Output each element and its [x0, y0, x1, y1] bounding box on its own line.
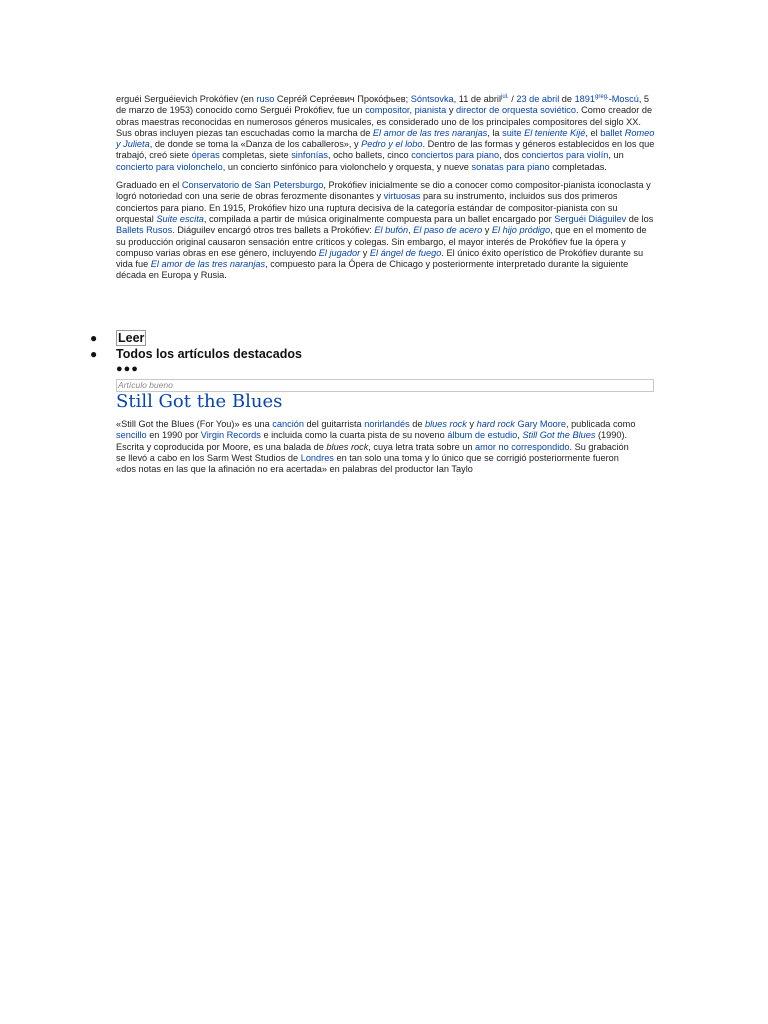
read-button[interactable]: Leer [118, 331, 145, 345]
link-sinfonias[interactable]: sinfonías [291, 150, 328, 161]
link-gregorian-note[interactable]: greg. [595, 93, 609, 100]
good-article-badge: Artículo bueno [116, 379, 654, 392]
featured-links-list [88, 330, 302, 362]
bullet-icon: ● [90, 331, 98, 345]
link-amor-tres-naranjas-2[interactable]: El amor de las tres naranjas [150, 259, 266, 270]
link-director-orquesta[interactable]: director de orquesta [455, 105, 538, 116]
link-amor-tres-naranjas[interactable]: El amor de las tres naranjas [372, 127, 488, 138]
link-cancion[interactable]: canción [272, 419, 304, 429]
link-hard-rock[interactable]: hard rock [476, 419, 515, 429]
link-amor-no-correspondido[interactable]: amor no correspondido [475, 441, 570, 452]
link-sencillo[interactable]: sencillo [116, 430, 147, 441]
link-suite-escita[interactable]: Suite escita [156, 213, 204, 224]
link-sovietico[interactable]: soviético [540, 105, 577, 116]
link-sontsovka[interactable]: Sóntsovka [410, 94, 454, 104]
link-moscu[interactable]: Moscú [611, 94, 639, 104]
link-londres[interactable]: Londres [300, 452, 334, 463]
article-body [116, 94, 656, 282]
link-angel-fuego[interactable]: El ángel de fuego [369, 247, 442, 258]
link-sonatas-piano[interactable]: sonatas para piano [471, 161, 550, 172]
link-operas[interactable]: óperas [191, 150, 220, 161]
bullet-icon: ● [90, 347, 98, 361]
list-item-destacados [88, 346, 302, 362]
summary-paragraph: «Still Got the Blues (For You)» es una canción del guitarrista norirlandés de blues rock y hard rock Gary Moore, publicada como sencillo en 1990 por Virgin Records e incluida como la cuarta pista de su noveno álbum de estudio, Still Got the Blues (1990). Escrita y coproducida por Moore, es una balada de blues rock, cuya letra trata sobre un amor no correspondido. Su grabación se llevó a cabo en los Sarm West Studios de Londres en tan solo una toma y lo único que se corrigió posteriormente fueron «dos notas en las que la afinación no era acertada» en palabras del productor Ian Taylo [116, 419, 636, 475]
featured-article-title[interactable]: Still Got the Blues [116, 391, 283, 412]
link-norirlandes[interactable]: norirlandés [364, 419, 410, 429]
link-conciertos-piano[interactable]: conciertos para piano [411, 150, 500, 161]
link-virtuosas[interactable]: virtuosas [383, 191, 421, 202]
link-pedro-lobo[interactable]: Pedro y el lobo [361, 139, 423, 150]
link-diaguilev[interactable]: Serguéi Diáguilev [554, 213, 627, 224]
second-paragraph: Graduado en el Conservatorio de San Petersburgo, Prokófiev inicialmente se dio a conocer como compositor-pianista iconoclasta y logró notoriedad con una serie de obras ferozmente disonantes y virtuosas para su instrumento, incluidos sus dos primeros conciertos para piano. En 1915, Prokófiev hizo una ruptura decisiva de la categoría estándar de compositor-pianista con su orquestal Suite escita, compilada a partir de música originalmente compuesta para un ballet encargado por Serguéi Diáguilev de los Ballets Rusos. Diáguilev encargó otros tres ballets a Prokófiev: El bufón, El paso de acero y El hijo pródigo, que en el momento de su producción original causaron sensación entre críticos y colegas. Sin embargo, el mayor interés de Prokófiev fue la ópera y compuso varias obras en ese género, incluyendo El jugador y El ángel de fuego. El único éxito operístico de Prokófiev durante su vida fue El amor de las tres naranjas, compuesto para la Ópera de Chicago y posteriormente interpretado durante la siguiente década en Europa y Rusia. [116, 180, 654, 281]
link-bufon[interactable]: El bufón [374, 225, 409, 236]
link-teniente-kije[interactable]: El teniente Kijé [524, 127, 586, 138]
link-suite[interactable]: suite [502, 127, 522, 138]
link-23-abril[interactable]: 23 de abril [516, 94, 560, 104]
link-1891[interactable]: 1891 [574, 94, 596, 104]
link-concierto-violonchelo[interactable]: concierto para violonchelo [116, 161, 223, 172]
all-featured-articles-link[interactable]: Todos los artículos destacados [116, 347, 302, 361]
link-ballet[interactable]: ballet [600, 127, 623, 138]
link-conciertos-violin[interactable]: conciertos para violín [521, 150, 609, 161]
intro-paragraph: erguéi Serguéievich Prokófiev (en ruso Серге́й Серге́евич Проко́фьев; Sóntsovka, 11 de abril$^{jul.}$ / 23 de abril de $1891^{greg.}$-Moscú, 5 de marzo de 1953) conocido como Serguéi Prokófiev, fue un compositor, pianista y director de orquesta soviético. Como creador de obras maestras reconocidas en numerosos géneros musicales, es considerado uno de los principales compositores del siglo XX. Sus obras incluyen piezas tan escuchadas como la marcha de El amor de las tres naranjas, la suite El teniente Kijé, el ballet Romeo y Julieta, de donde se toma la «Danza de los caballeros», y Pedro y el lobo. Dentro de las formas y géneros establecidos en los que trabajó, creó siete óperas completas, siete sinfonías, ocho ballets, cinco conciertos para piano, dos conciertos para violín, un concierto para violonchelo, un concierto sinfónico para violonchelo y orquesta, y nueve sonatas para piano completadas. [116, 93, 655, 172]
link-pianista[interactable]: pianista [414, 105, 447, 116]
link-ruso[interactable]: ruso [256, 94, 275, 104]
link-julian-note[interactable]: jul. [500, 93, 509, 100]
more-dots-icon[interactable]: ●●● [116, 363, 139, 375]
link-virgin-records[interactable]: Virgin Records [200, 430, 261, 441]
list-item-leer [88, 330, 302, 346]
link-ballets-rusos[interactable]: Ballets Rusos [116, 225, 173, 236]
link-album-estudio[interactable]: álbum de estudio [447, 430, 518, 441]
link-jugador[interactable]: El jugador [318, 247, 361, 258]
link-blues-rock[interactable]: blues rock [425, 419, 467, 429]
link-paso-acero[interactable]: El paso de acero [413, 225, 483, 236]
link-conservatorio[interactable]: Conservatorio de San Petersburgo [181, 180, 324, 191]
link-still-got-the-blues[interactable]: Still Got the Blues [522, 430, 596, 441]
link-compositor[interactable]: compositor [365, 105, 410, 116]
link-hijo-prodigo[interactable]: El hijo pródigo [491, 225, 551, 236]
link-romeo-julieta[interactable]: Romeo y Julieta [116, 127, 655, 150]
featured-article-summary [116, 419, 638, 475]
link-gary-moore[interactable]: Gary Moore [517, 419, 566, 429]
